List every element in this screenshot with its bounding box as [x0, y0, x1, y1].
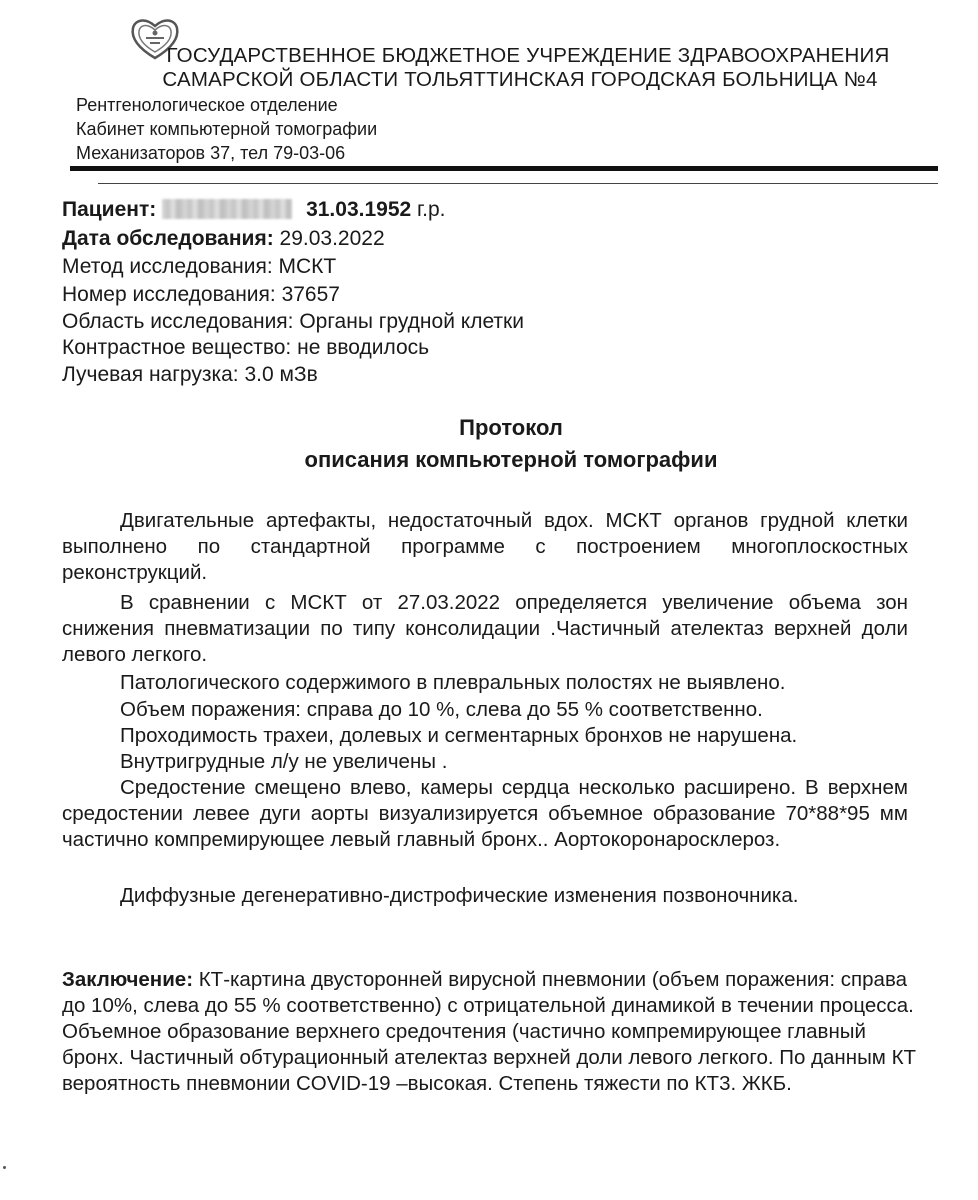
protocol-paragraph-8: Диффузные дегенеративно-дистрофические изменения позвоночника. [120, 884, 799, 907]
protocol-paragraph-1: Двигательные артефакты, недостаточный вдох. МСКТ органов грудной клетки выполнено по стандартной программе с построением многоплоскостных реконструкций. [62, 509, 908, 584]
redacted-name [162, 199, 292, 219]
department: Рентгенологическое отделение [76, 95, 338, 115]
patient-line [62, 196, 445, 223]
org-name-line2: САМАРСКОЙ ОБЛАСТИ ТОЛЬЯТТИНСКАЯ ГОРОДСКАЯ БОЛЬНИЦА №4 [162, 68, 878, 91]
exam-area: Область исследования: Органы грудной клетки [62, 310, 524, 333]
protocol-title: Протокол [459, 415, 563, 440]
header-divider-thick [70, 166, 938, 171]
protocol-paragraph-7: Средостение смещено влево, камеры сердца несколько расширено. В верхнем средостении левее дуги аорты визуализируется объемное образование 70*88*95 мм частично компремирующее левый главный бронх.. Аортокоронаросклероз. [62, 776, 908, 851]
conclusion-text: КТ-картина двусторонней вирусной пневмонии (объем поражения: справа до 10%, слева до 55 % соответственно) с отрицательной динамикой в течении процесса. Объемное образование верхнего средочтения (частично компремирующее главный бронх. Частичный обтурационный ателектаз верхней доли левого легкого. По данным КТ вероятность пневмонии COVID-19 –высокая. Степень тяжести по КТ3. ЖКБ. [62, 968, 917, 1095]
radiation-dose: Лучевая нагрузка: 3.0 мЗв [62, 363, 318, 386]
protocol-paragraph-4: Объем поражения: справа до 10 %, слева до 55 % соответственно. [120, 698, 763, 721]
address: Механизаторов 37, тел 79-03-06 [76, 143, 346, 163]
protocol-paragraph-3: Патологического содержимого в плевральных полостях не выявлено. [120, 671, 786, 694]
patient-label: Пациент: [62, 198, 157, 221]
cabinet: Кабинет компьютерной томографии [76, 119, 378, 139]
scan-speck [3, 1166, 6, 1169]
contrast-agent: Контрастное вещество: не вводилось [62, 336, 430, 359]
protocol-paragraph-2: В сравнении с МСКТ от 27.03.2022 определяется увеличение объема зон снижения пневматизации по типу консолидации .Частичный ателектаз верхней доли левого легкого. [62, 591, 908, 666]
protocol-paragraph-6: Внутригрудные л/у не увеличены . [120, 750, 448, 773]
conclusion [62, 967, 922, 1097]
exam-date-label: Дата обследования: [62, 227, 274, 250]
exam-date: 29.03.2022 [279, 227, 385, 250]
exam-date-line [62, 225, 385, 252]
header-divider-thin [98, 183, 938, 184]
protocol-paragraph-5: Проходимость трахеи, долевых и сегментарных бронхов не нарушена. [120, 724, 798, 747]
birthdate-suffix: г.р. [417, 198, 446, 221]
exam-method: Метод исследования: МСКТ [62, 255, 337, 278]
protocol-subtitle: описания компьютерной томографии [304, 447, 718, 472]
patient-birthdate: 31.03.1952 [306, 198, 412, 221]
exam-number: Номер исследования: 37657 [62, 283, 340, 306]
org-name-line1: ГОСУДАРСТВЕННОЕ БЮДЖЕТНОЕ УЧРЕЖДЕНИЕ ЗДРАВООХРАНЕНИЯ [166, 44, 890, 67]
conclusion-label: Заключение: [62, 968, 194, 991]
